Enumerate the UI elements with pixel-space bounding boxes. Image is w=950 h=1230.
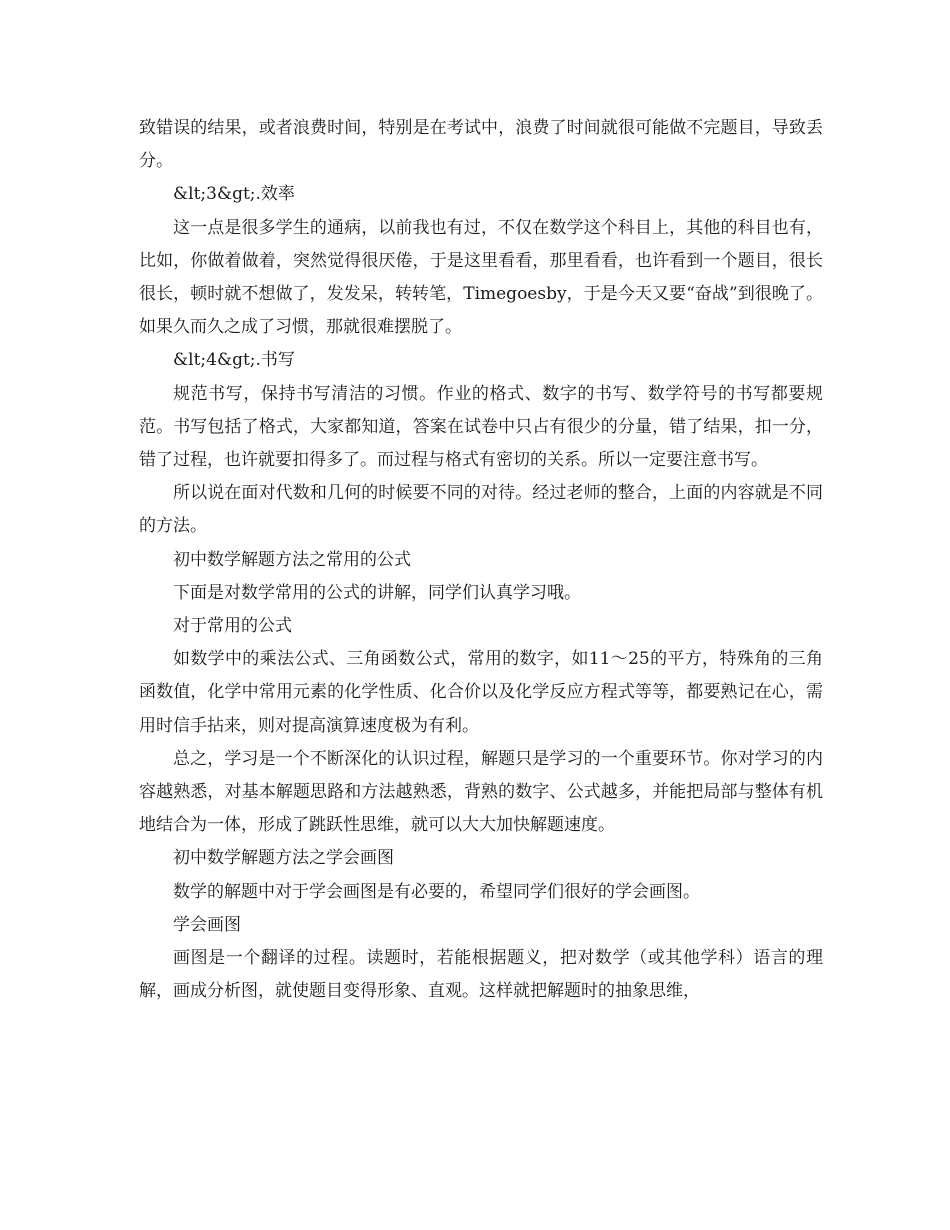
- paragraph-summary-methods: 所以说在面对代数和几何的时候要不同的对待。经过老师的整合，上面的内容就是不同的方法。: [139, 483, 823, 537]
- subheading-learn-drawing: 学会画图: [173, 914, 241, 935]
- section-heading-efficiency: &lt;3&gt;.效率: [173, 184, 295, 205]
- paragraph-efficiency: 这一点是很多学生的通病，以前我也有过，不仅在数学这个科目上，其他的科目也有，比如，你做着做着，突然觉得很厌倦，于是这里看看，那里看看，也许看到一个题目，很长很长，顿时就不想做了，发发呆，转转笔，Timegoesby，于是今天又要“奋战”到很晚了。如果久而久之成了习惯，那就很难摆脱了。: [139, 217, 823, 338]
- paragraph-formulas: 如数学中的乘法公式、三角函数公式，常用的数字，如11～25的平方，特殊角的三角函数值，化学中常用元素的化学性质、化合价以及化学反应方程式等等，都要熟记在心，需用时信手拈来，则对提高演算速度极为有利。: [139, 649, 823, 736]
- paragraph-conclusion: 总之，学习是一个不断深化的认识过程，解题只是学习的一个重要环节。你对学习的内容越熟悉，对基本解题思路和方法越熟悉，背熟的数字、公式越多，并能把局部与整体有机地结合为一体，形成了跳跃性思维，就可以大大加快解题速度。: [139, 748, 823, 836]
- document-body: [139, 112, 823, 1008]
- paragraph-continuation: 致错误的结果，或者浪费时间，特别是在考试中，浪费了时间就很可能做不完题目，导致丢分。: [139, 118, 823, 172]
- section-heading-drawing: 初中数学解题方法之学会画图: [173, 848, 394, 869]
- section-heading-formulas: 初中数学解题方法之常用的公式: [173, 549, 411, 570]
- section-heading-writing: &lt;4&gt;.书写: [173, 350, 295, 371]
- paragraph-formulas-intro: 下面是对数学常用的公式的讲解，同学们认真学习哦。: [173, 582, 581, 603]
- paragraph-drawing: 画图是一个翻译的过程。读题时，若能根据题义，把对数学（或其他学科）语言的理解，画成分析图，就使题目变得形象、直观。这样就把解题时的抽象思维，: [139, 948, 823, 1002]
- paragraph-drawing-intro: 数学的解题中对于学会画图是有必要的，希望同学们很好的学会画图。: [173, 881, 700, 902]
- subheading-common-formulas: 对于常用的公式: [173, 616, 292, 637]
- paragraph-writing: 规范书写，保持书写清洁的习惯。作业的格式、数字的书写、数学符号的书写都要规范。书写包括了格式，大家都知道，答案在试卷中只占有很少的分量，错了结果，扣一分，错了过程，也许就要扣得多了。而过程与格式有密切的关系。所以一定要注意书写。: [139, 383, 823, 471]
